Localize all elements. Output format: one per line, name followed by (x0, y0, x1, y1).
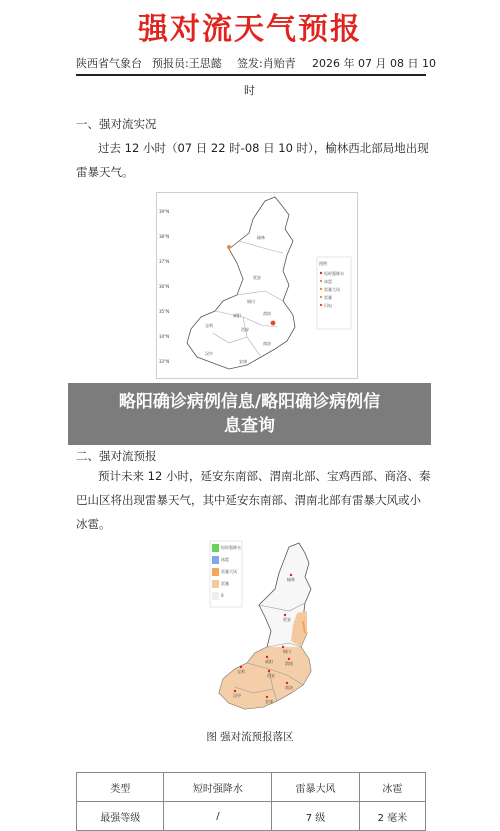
city-label: 安康 (265, 699, 273, 704)
header-divider (76, 74, 426, 76)
section1-heading: 一、强对流实况 (76, 117, 157, 131)
issuer: 陕西省气象台 (76, 57, 142, 70)
svg-text:雷暴大风: 雷暴大风 (324, 287, 340, 292)
city-label: 宝鸡 (237, 669, 245, 674)
city-label: 西安 (241, 327, 249, 332)
svg-text:雷暴大风: 雷暴大风 (221, 569, 237, 574)
city-label: 渭南 (285, 661, 293, 666)
table-header-cell: 类型 (77, 773, 164, 802)
observation-map (156, 192, 358, 379)
section1-text: 过去 12 小时（07 日 22 时-08 日 10 时），榆林西北部局地出现雷暴天气。 (76, 141, 429, 179)
forecast-table (76, 772, 426, 831)
issue-datetime: 2026 年 07 月 08 日 10 (312, 57, 436, 70)
table-cell: 2 毫米 (359, 802, 425, 831)
page-title: 强对流天气预报 (138, 12, 362, 47)
latitude-labels (159, 209, 169, 364)
forecast-map (205, 537, 330, 722)
forecast-map-svg (205, 537, 330, 722)
table-header-cell: 冰雹 (359, 773, 425, 802)
city-label: 榆林 (287, 577, 295, 582)
lat-label: 38°N (159, 234, 170, 239)
svg-text:雷暴: 雷暴 (324, 295, 332, 300)
table-header-cell: 短时强降水 (164, 773, 272, 802)
lat-label: 34°N (159, 334, 170, 339)
city-label: 安康 (239, 359, 247, 364)
table-cell: 最强等级 (77, 802, 164, 831)
table-header-cell: 雷暴大风 (272, 773, 359, 802)
svg-text:短时强降水: 短时强降水 (221, 545, 241, 550)
table-cell: / (164, 802, 272, 831)
city-label: 榆林 (257, 235, 265, 240)
lightning-marker (227, 245, 231, 249)
svg-text:雷暴: 雷暴 (221, 581, 229, 586)
city-label: 延安 (253, 275, 261, 280)
legend-title: 图例 (319, 261, 327, 266)
city-label: 渭南 (263, 311, 271, 316)
banner-line-1: 略阳确诊病例信息/略阳确诊病例信 (118, 392, 381, 412)
city-label: 延安 (283, 617, 291, 622)
city-label: 咸阳 (233, 313, 241, 318)
city-label: 商洛 (263, 341, 271, 346)
issue-datetime-cont: 时 (244, 84, 255, 97)
section2-text: 预计未来 12 小时，延安东南部、渭南北部、宝鸡西部、商洛、秦巴山区将出现雷暴天气，其中延安东南部、渭南北部有雷暴大风或小冰雹。 (76, 469, 431, 531)
svg-text:闪电: 闪电 (324, 303, 332, 308)
overlay-banner[interactable] (68, 383, 431, 445)
map1-legend (317, 257, 351, 329)
city-label: 汉中 (233, 693, 241, 698)
lat-label: 39°N (159, 209, 170, 214)
svg-text:冰雹: 冰雹 (221, 557, 229, 562)
lat-label: 37°N (159, 259, 170, 264)
table-cell: 7 级 (272, 802, 359, 831)
city-label: 咸阳 (265, 659, 273, 664)
observation-map-svg (157, 193, 357, 378)
svg-text:0: 0 (221, 593, 224, 598)
city-label: 西安 (267, 673, 275, 678)
svg-text:短时强降水: 短时强降水 (324, 271, 344, 276)
table-row (77, 802, 426, 831)
city-label: 商洛 (285, 685, 293, 690)
city-label: 铜川 (283, 649, 291, 654)
svg-text:冰雹: 冰雹 (324, 279, 332, 284)
shaanxi-outline (187, 197, 295, 369)
banner-line-2: 息查询 (224, 416, 275, 436)
city-label: 汉中 (205, 351, 213, 356)
table-header-row (77, 773, 426, 802)
map2-legend (210, 541, 242, 607)
lightning-marker (271, 321, 276, 326)
lat-label: 36°N (159, 284, 170, 289)
forecaster: 预报员:王思懿 (152, 57, 222, 70)
issuer2: 签发:肖贻青 (237, 57, 296, 70)
lat-label: 35°N (159, 309, 170, 314)
city-label: 铜川 (247, 299, 255, 304)
section2-heading: 二、强对流预报 (76, 449, 157, 463)
lat-label: 33°N (159, 359, 170, 364)
forecast-map-caption: 图 强对流预报落区 (206, 731, 294, 743)
city-label: 宝鸡 (205, 323, 213, 328)
